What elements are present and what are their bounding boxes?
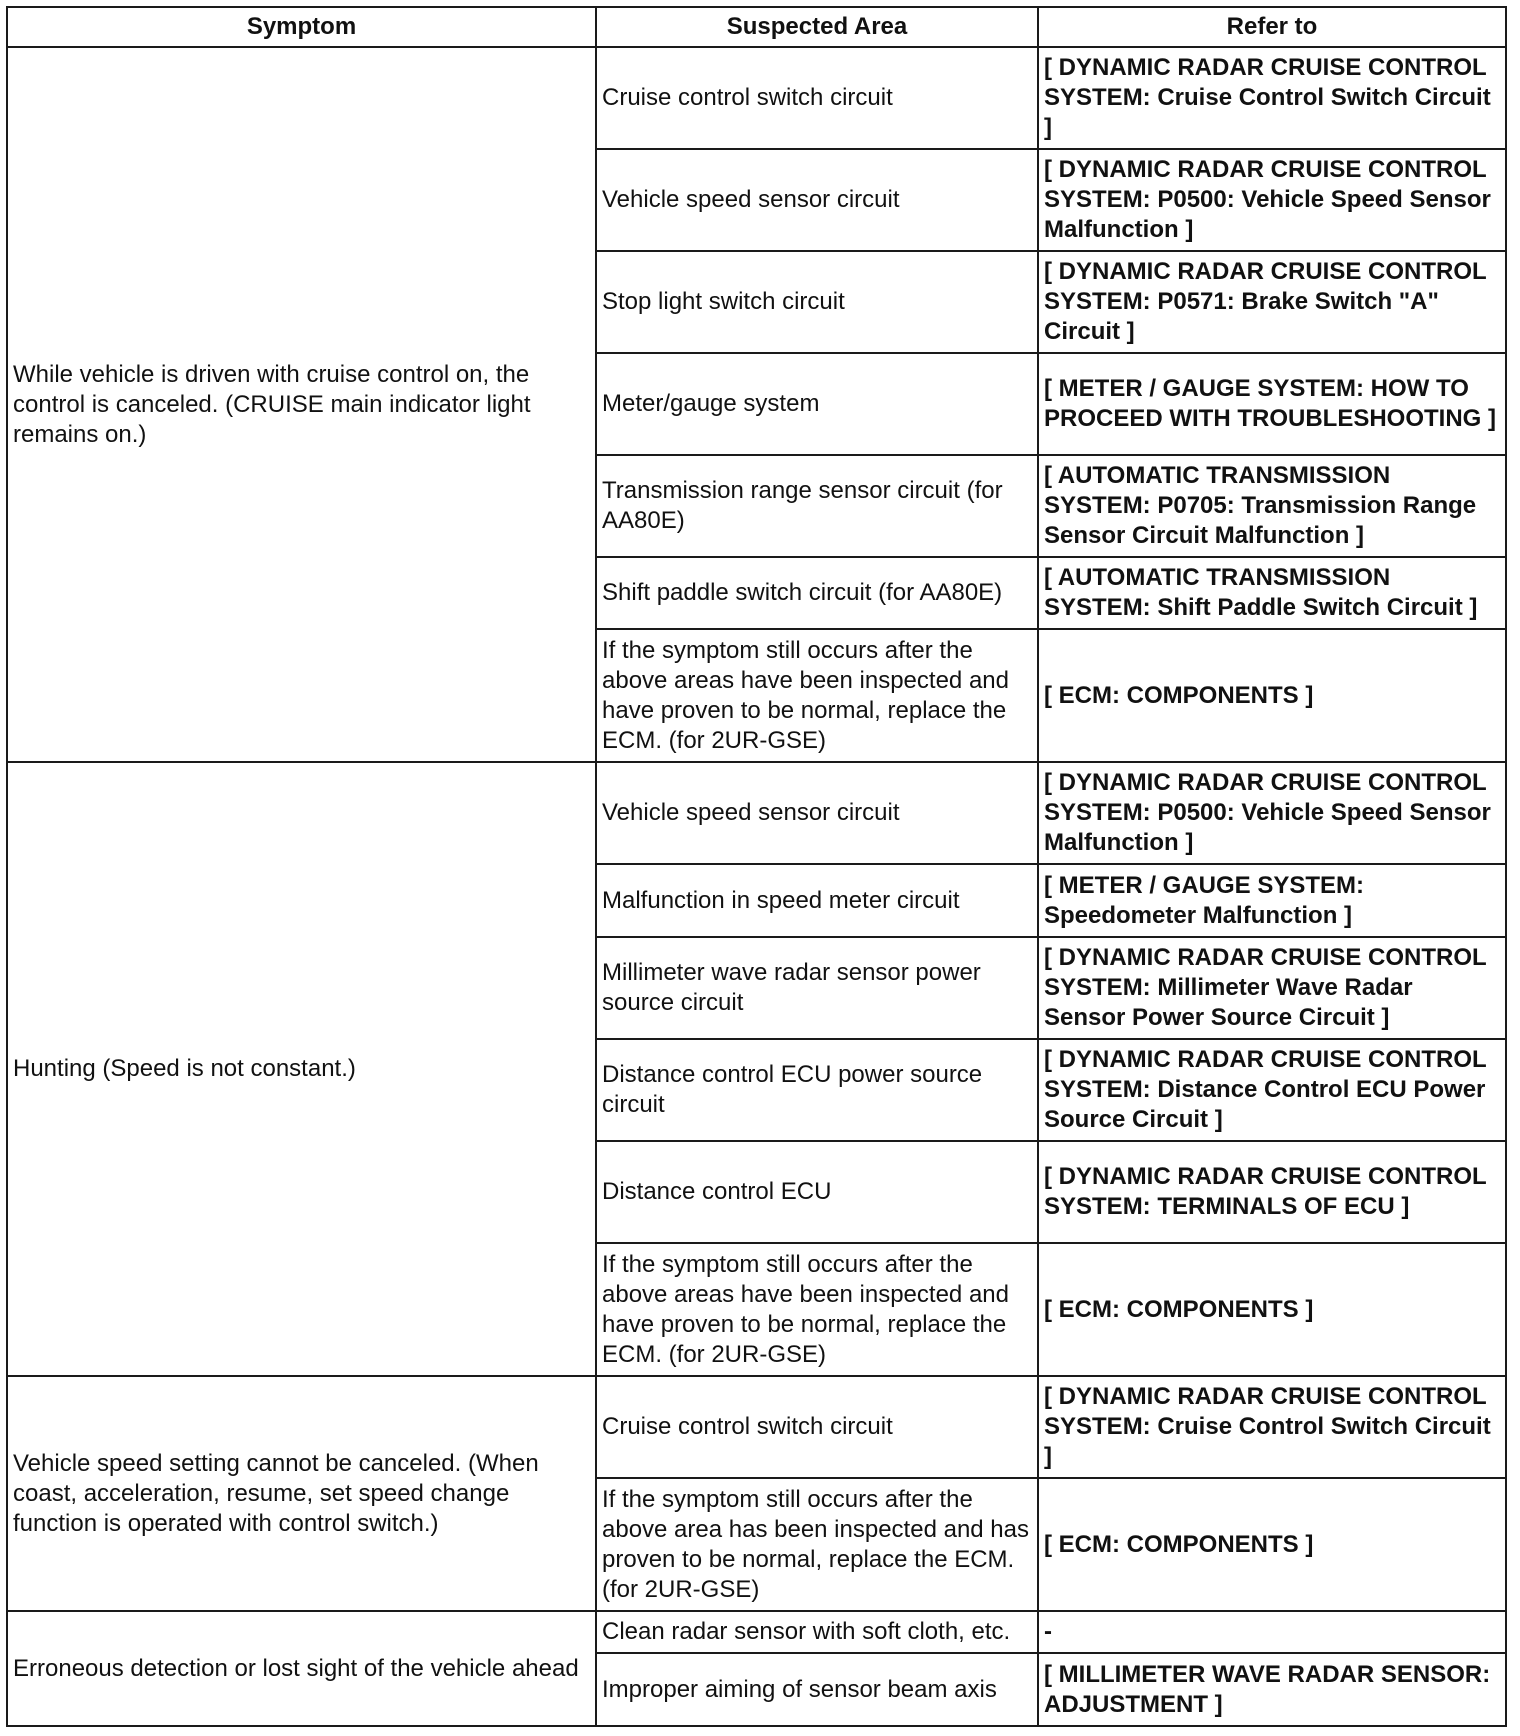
troubleshooting-table	[6, 6, 1507, 1727]
suspected-area-cell: If the symptom still occurs after the above area has been inspected and has proven to be normal, replace the ECM. (for 2UR-GSE)	[596, 1478, 1038, 1611]
suspected-area-cell: Vehicle speed sensor circuit	[596, 762, 1038, 864]
table-row	[7, 1376, 1506, 1478]
symptom-cell: Vehicle speed setting cannot be canceled. (When coast, acceleration, resume, set speed change function is operated with control switch.)	[7, 1376, 596, 1611]
suspected-area-cell: Distance control ECU	[596, 1141, 1038, 1243]
suspected-area-cell: If the symptom still occurs after the above areas have been inspected and have proven to be normal, replace the ECM. (for 2UR-GSE)	[596, 629, 1038, 762]
symptom-cell: Hunting (Speed is not constant.)	[7, 762, 596, 1376]
table-row	[7, 1611, 1506, 1653]
suspected-area-cell: Shift paddle switch circuit (for AA80E)	[596, 557, 1038, 629]
refer-to-cell: [ MILLIMETER WAVE RADAR SENSOR: ADJUSTMENT ]	[1038, 1653, 1506, 1726]
refer-to-cell: [ DYNAMIC RADAR CRUISE CONTROL SYSTEM: Distance Control ECU Power Source Circuit ]	[1038, 1039, 1506, 1141]
refer-to-cell: [ DYNAMIC RADAR CRUISE CONTROL SYSTEM: Cruise Control Switch Circuit ]	[1038, 47, 1506, 149]
header-suspected-area: Suspected Area	[596, 7, 1038, 47]
refer-to-cell: [ DYNAMIC RADAR CRUISE CONTROL SYSTEM: P0571: Brake Switch "A" Circuit ]	[1038, 251, 1506, 353]
refer-to-cell: -	[1038, 1611, 1506, 1653]
table-row	[7, 762, 1506, 864]
refer-to-cell: [ ECM: COMPONENTS ]	[1038, 629, 1506, 762]
suspected-area-cell: Millimeter wave radar sensor power source circuit	[596, 937, 1038, 1039]
refer-to-cell: [ METER / GAUGE SYSTEM: HOW TO PROCEED WITH TROUBLESHOOTING ]	[1038, 353, 1506, 455]
refer-to-cell: [ DYNAMIC RADAR CRUISE CONTROL SYSTEM: P0500: Vehicle Speed Sensor Malfunction ]	[1038, 762, 1506, 864]
refer-to-cell: [ DYNAMIC RADAR CRUISE CONTROL SYSTEM: TERMINALS OF ECU ]	[1038, 1141, 1506, 1243]
table-row	[7, 47, 1506, 149]
table-body	[7, 47, 1506, 1726]
suspected-area-cell: If the symptom still occurs after the above areas have been inspected and have proven to be normal, replace the ECM. (for 2UR-GSE)	[596, 1243, 1038, 1376]
suspected-area-cell: Transmission range sensor circuit (for AA80E)	[596, 455, 1038, 557]
refer-to-cell: [ ECM: COMPONENTS ]	[1038, 1243, 1506, 1376]
refer-to-cell: [ AUTOMATIC TRANSMISSION SYSTEM: P0705: Transmission Range Sensor Circuit Malfunction ]	[1038, 455, 1506, 557]
symptom-cell: Erroneous detection or lost sight of the vehicle ahead	[7, 1611, 596, 1726]
header-refer-to: Refer to	[1038, 7, 1506, 47]
suspected-area-cell: Distance control ECU power source circuit	[596, 1039, 1038, 1141]
refer-to-cell: [ AUTOMATIC TRANSMISSION SYSTEM: Shift Paddle Switch Circuit ]	[1038, 557, 1506, 629]
suspected-area-cell: Stop light switch circuit	[596, 251, 1038, 353]
header-row	[7, 7, 1506, 47]
suspected-area-cell: Meter/gauge system	[596, 353, 1038, 455]
refer-to-cell: [ DYNAMIC RADAR CRUISE CONTROL SYSTEM: Millimeter Wave Radar Sensor Power Source Circuit ]	[1038, 937, 1506, 1039]
suspected-area-cell: Cruise control switch circuit	[596, 1376, 1038, 1478]
suspected-area-cell: Vehicle speed sensor circuit	[596, 149, 1038, 251]
suspected-area-cell: Cruise control switch circuit	[596, 47, 1038, 149]
refer-to-cell: [ DYNAMIC RADAR CRUISE CONTROL SYSTEM: P0500: Vehicle Speed Sensor Malfunction ]	[1038, 149, 1506, 251]
suspected-area-cell: Improper aiming of sensor beam axis	[596, 1653, 1038, 1726]
suspected-area-cell: Clean radar sensor with soft cloth, etc.	[596, 1611, 1038, 1653]
refer-to-cell: [ METER / GAUGE SYSTEM: Speedometer Malfunction ]	[1038, 864, 1506, 937]
header-symptom: Symptom	[7, 7, 596, 47]
refer-to-cell: [ ECM: COMPONENTS ]	[1038, 1478, 1506, 1611]
refer-to-cell: [ DYNAMIC RADAR CRUISE CONTROL SYSTEM: Cruise Control Switch Circuit ]	[1038, 1376, 1506, 1478]
suspected-area-cell: Malfunction in speed meter circuit	[596, 864, 1038, 937]
symptom-cell: While vehicle is driven with cruise control on, the control is canceled. (CRUISE main indicator light remains on.)	[7, 47, 596, 762]
